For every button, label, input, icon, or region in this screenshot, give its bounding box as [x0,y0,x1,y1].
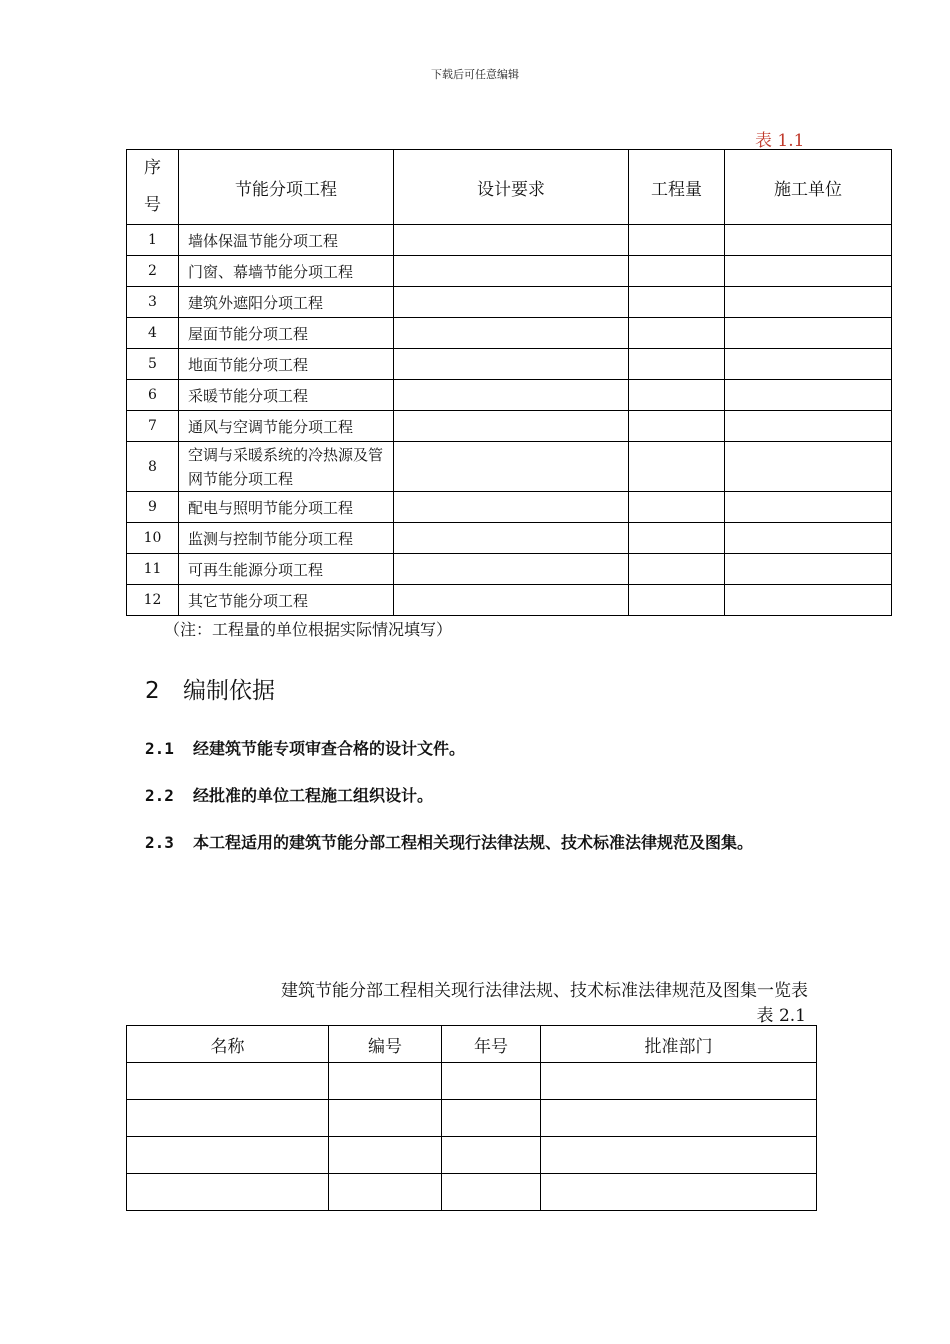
code-cell [329,1174,442,1211]
table-row [127,349,892,380]
header-quantity: 工程量 [629,150,725,225]
regulations-table [126,1025,817,1211]
year-cell [442,1137,541,1174]
name-cell [127,1063,329,1100]
row-construction-unit-cell [725,380,892,411]
row-quantity-cell [629,349,725,380]
row-quantity-cell [629,256,725,287]
header-name: 名称 [127,1026,329,1063]
code-cell [329,1063,442,1100]
row-number: 9 [127,492,179,523]
table-row [127,585,892,616]
approval-dept-cell [541,1174,817,1211]
table-row [127,225,892,256]
row-construction-unit-cell [725,349,892,380]
table-note: （注：工程量的单位根据实际情况填写） [164,620,453,639]
row-number: 12 [127,585,179,616]
row-number: 2 [127,256,179,287]
row-design-requirement-cell [394,256,629,287]
row-subproject-name: 地面节能分项工程 [179,349,394,380]
section-title: 编制依据 [183,678,275,704]
table-row [127,442,892,492]
row-number: 1 [127,225,179,256]
name-cell [127,1174,329,1211]
code-cell [329,1100,442,1137]
row-number: 3 [127,287,179,318]
table-row [127,523,892,554]
row-subproject-name: 通风与空调节能分项工程 [179,411,394,442]
table-row [127,554,892,585]
row-construction-unit-cell [725,287,892,318]
row-construction-unit-cell [725,442,892,492]
table-header-row [127,1026,817,1063]
subsection-text: 经建筑节能专项审查合格的设计文件。 [193,739,466,758]
row-subproject-name: 建筑外遮阳分项工程 [179,287,394,318]
name-cell [127,1100,329,1137]
row-subproject-name: 采暖节能分项工程 [179,380,394,411]
row-quantity-cell [629,287,725,318]
subsection-2-3 [145,830,815,855]
approval-dept-cell [541,1137,817,1174]
header-year: 年号 [442,1026,541,1063]
row-construction-unit-cell [725,225,892,256]
row-construction-unit-cell [725,554,892,585]
header-subproject: 节能分项工程 [179,150,394,225]
row-number: 11 [127,554,179,585]
row-subproject-name: 门窗、幕墙节能分项工程 [179,256,394,287]
table-row [127,492,892,523]
row-number: 4 [127,318,179,349]
code-cell [329,1137,442,1174]
row-construction-unit-cell [725,523,892,554]
row-quantity-cell [629,442,725,492]
table-row [127,1137,817,1174]
row-design-requirement-cell [394,523,629,554]
subsection-2-2 [145,783,433,806]
row-number: 10 [127,523,179,554]
header-seq [127,150,179,225]
header-note: 下载后可任意编辑 [431,68,519,81]
row-design-requirement-cell [394,492,629,523]
table-row [127,1174,817,1211]
row-quantity-cell [629,585,725,616]
row-number: 8 [127,442,179,492]
row-quantity-cell [629,225,725,256]
row-design-requirement-cell [394,318,629,349]
section-heading [145,672,275,705]
row-design-requirement-cell [394,442,629,492]
row-subproject-name: 空调与采暖系统的冷热源及管网节能分项工程 [179,442,394,492]
row-design-requirement-cell [394,287,629,318]
row-quantity-cell [629,380,725,411]
approval-dept-cell [541,1100,817,1137]
row-subproject-name: 其它节能分项工程 [179,585,394,616]
row-subproject-name: 屋面节能分项工程 [179,318,394,349]
row-subproject-name: 监测与控制节能分项工程 [179,523,394,554]
row-design-requirement-cell [394,411,629,442]
energy-subproject-table [126,149,892,616]
row-quantity-cell [629,492,725,523]
table2-title: 建筑节能分部工程相关现行法律法规、技术标准法律规范及图集一览表 [281,981,808,1001]
table-row [127,380,892,411]
row-quantity-cell [629,523,725,554]
name-cell [127,1137,329,1174]
year-cell [442,1063,541,1100]
table-row [127,411,892,442]
header-seq-line-2: 号 [144,195,161,215]
row-construction-unit-cell [725,585,892,616]
approval-dept-cell [541,1063,817,1100]
header-approval-dept: 批准部门 [541,1026,817,1063]
table-row [127,256,892,287]
header-code: 编号 [329,1026,442,1063]
header-construction-unit: 施工单位 [725,150,892,225]
table-row [127,287,892,318]
header-design-requirement: 设计要求 [394,150,629,225]
row-subproject-name: 配电与照明节能分项工程 [179,492,394,523]
row-number: 5 [127,349,179,380]
row-quantity-cell [629,554,725,585]
header-seq-line-1: 序 [144,158,161,178]
row-design-requirement-cell [394,225,629,256]
table-row [127,1100,817,1137]
subsection-2-1 [145,736,465,759]
table-header-row [127,150,892,225]
table-label-2-1: 表 2.1 [756,1006,806,1026]
subsection-number: 2.2 [145,786,174,805]
row-design-requirement-cell [394,585,629,616]
row-quantity-cell [629,411,725,442]
row-number: 7 [127,411,179,442]
row-construction-unit-cell [725,318,892,349]
subsection-number: 2.1 [145,739,174,758]
table-label-1-1: 表 1.1 [755,131,805,151]
row-quantity-cell [629,318,725,349]
row-construction-unit-cell [725,256,892,287]
row-construction-unit-cell [725,492,892,523]
row-subproject-name: 可再生能源分项工程 [179,554,394,585]
subsection-number: 2.3 [145,833,174,852]
table-row [127,1063,817,1100]
row-construction-unit-cell [725,411,892,442]
row-subproject-name: 墙体保温节能分项工程 [179,225,394,256]
year-cell [442,1100,541,1137]
row-design-requirement-cell [394,349,629,380]
table-row [127,318,892,349]
year-cell [442,1174,541,1211]
row-design-requirement-cell [394,380,629,411]
section-number: 2 [145,678,160,704]
subsection-text: 本工程适用的建筑节能分部工程相关现行法律法规、技术标准法律规范及图集。 [193,833,754,852]
subsection-text: 经批准的单位工程施工组织设计。 [193,786,434,805]
row-design-requirement-cell [394,554,629,585]
row-number: 6 [127,380,179,411]
